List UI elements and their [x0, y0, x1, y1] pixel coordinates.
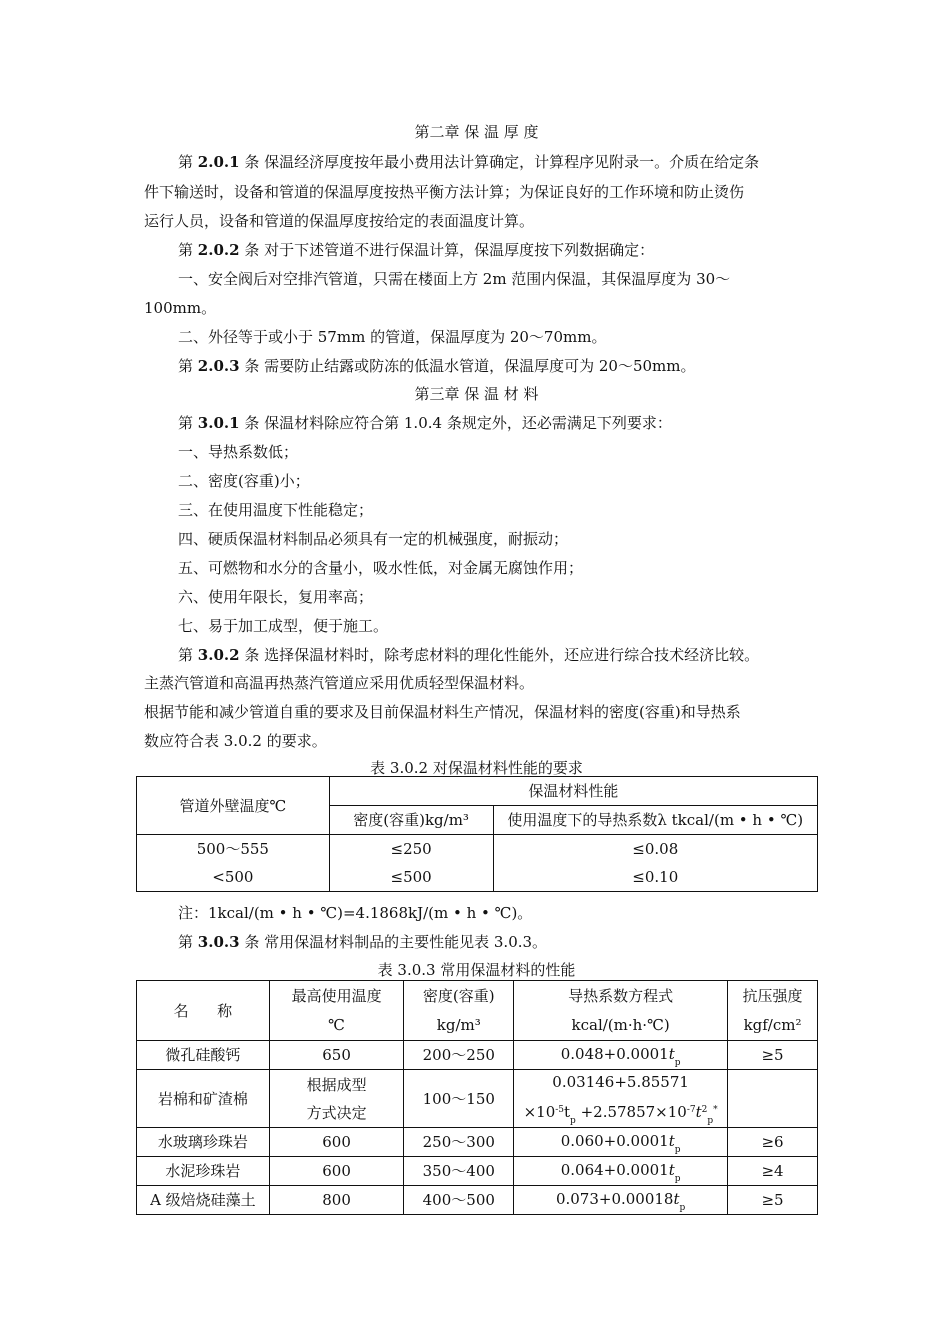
header-pipe-wall-temp: 管道外壁温度℃ — [137, 777, 330, 835]
requirement-item: 一、导热系数低； — [178, 443, 299, 461]
requirement-item: 五、可燃物和水分的含量小，吸水性低，对金属无腐蚀作用； — [178, 559, 584, 577]
article-2-0-1-line3: 运行人员，设备和管道的保温厚度按给定的表面温度计算。 — [144, 212, 535, 230]
table-3-0-2 — [136, 776, 818, 892]
table-cell — [728, 1070, 818, 1128]
article-3-0-1: 第 3.0.1 条 保温材料除应符合第 1.0.4 条规定外，还必需满足下列要求： — [178, 414, 672, 432]
table-cell: 0.03146+5.85571 $\times 10^{-5}t_p +2.57857\times 10^{-7}t^2_p^*$ — [514, 1070, 728, 1128]
table-3-0-2-caption: 表 3.0.2 对保温材料性能的要求 — [370, 759, 583, 777]
table-cell: 水玻璃珍珠岩 — [137, 1128, 270, 1157]
header-conductivity: 使用温度下的导热系数λ tkcal/(m • h • ℃) — [493, 806, 818, 835]
header-density: 密度(容重)kg/m³ — [329, 806, 493, 835]
requirement-item: 二、密度(容重)小； — [178, 472, 310, 490]
article-2-0-3: 第 2.0.3 条 需要防止结露或防冻的低温水管道，保温厚度可为 20～50mm。 — [178, 357, 696, 375]
article-2-0-1: 第 2.0.1 条 保温经济厚度按年最小费用法计算确定，计算程序见附录一。介质在给定条 — [178, 153, 760, 171]
table-3-0-3-caption: 表 3.0.3 常用保温材料的性能 — [377, 961, 576, 979]
table-cell: A 级焙烧硅藻土 — [137, 1186, 270, 1215]
table-cell: 600 — [269, 1128, 404, 1157]
table-row — [137, 1157, 818, 1186]
requirement-item: 六、使用年限长，复用率高； — [178, 588, 374, 606]
article-2-0-2: 第 2.0.2 条 对于下述管道不进行保温计算，保温厚度按下列数据确定： — [178, 241, 655, 259]
table-cell: 200～250 — [404, 1041, 514, 1070]
header-compressive-strength: 抗压强度 kgf/cm² — [728, 981, 818, 1041]
article-2-0-2-item-1: 一、安全阀后对空排汽管道，只需在楼面上方 2m 范围内保温，其保温厚度为 30～ — [178, 270, 731, 288]
article-3-0-2-line4: 数应符合表 3.0.2 的要求。 — [144, 732, 327, 750]
article-3-0-2-line3: 根据节能和减少管道自重的要求及目前保温材料生产情况，保温材料的密度(容重)和导热系 — [144, 703, 741, 721]
table-row — [137, 1070, 818, 1128]
article-2-0-2-item-2: 二、外径等于或小于 57mm 的管道，保温厚度为 20～70mm。 — [178, 328, 607, 346]
table-cell: <500 — [137, 864, 330, 892]
header-conductivity-equation: 导热系数方程式 kcal/(m·h·℃) — [514, 981, 728, 1041]
header-material-performance: 保温材料性能 — [329, 777, 817, 806]
header-max-temp: 最高使用温度 ℃ — [269, 981, 404, 1041]
table-cell: ≥4 — [728, 1157, 818, 1186]
table-cell: 600 — [269, 1157, 404, 1186]
table-cell: 水泥珍珠岩 — [137, 1157, 270, 1186]
table-cell: ≥5 — [728, 1186, 818, 1215]
table-row — [137, 1128, 818, 1157]
table-cell: $0.060+0.0001t_p$ — [514, 1128, 728, 1157]
article-2-0-1-line2: 件下输送时，设备和管道的保温厚度按热平衡方法计算；为保证良好的工作环境和防止烫伤 — [144, 183, 745, 201]
table-cell: 微孔硅酸钙 — [137, 1041, 270, 1070]
table-cell: ≥5 — [728, 1041, 818, 1070]
article-3-0-2: 第 3.0.2 条 选择保温材料时，除考虑材料的理化性能外，还应进行综合技术经济比较。 — [178, 646, 760, 664]
table-cell: 100～150 — [404, 1070, 514, 1128]
table-cell: 650 — [269, 1041, 404, 1070]
chapter-2-title: 第二章 保 温 厚 度 — [414, 123, 539, 141]
table-cell: ≤500 — [329, 864, 493, 892]
chapter-3-title: 第三章 保 温 材 料 — [414, 385, 539, 403]
table-cell: $0.064+0.0001t_p$ — [514, 1157, 728, 1186]
requirement-item: 七、易于加工成型，便于施工。 — [178, 617, 389, 635]
table-note: 注：1kcal/(m • h • ℃)=4.1868kJ/(m • h • ℃)。 — [178, 904, 533, 922]
table-cell: ≥6 — [728, 1128, 818, 1157]
table-cell: $0.073+0.00018t_p$ — [514, 1186, 728, 1215]
table-cell: 800 — [269, 1186, 404, 1215]
table-cell: ≤0.10 — [493, 864, 818, 892]
header-density: 密度(容重) kg/m³ — [404, 981, 514, 1041]
article-3-0-2-line2: 主蒸汽管道和高温再热蒸汽管道应采用优质轻型保温材料。 — [144, 674, 535, 692]
article-2-0-2-item-1-cont: 100mm。 — [144, 299, 217, 317]
table-3-0-3 — [136, 980, 818, 1215]
table-cell: 根据成型 方式决定 — [269, 1070, 404, 1128]
requirement-item: 四、硬质保温材料制品必须具有一定的机械强度，耐振动； — [178, 530, 569, 548]
table-row — [137, 1041, 818, 1070]
table-cell: ≤0.08 — [493, 835, 818, 864]
table-cell: 岩棉和矿渣棉 — [137, 1070, 270, 1128]
table-cell: 350～400 — [404, 1157, 514, 1186]
requirement-item: 三、在使用温度下性能稳定； — [178, 501, 374, 519]
article-3-0-3: 第 3.0.3 条 常用保温材料制品的主要性能见表 3.0.3。 — [178, 933, 548, 951]
table-cell: 250～300 — [404, 1128, 514, 1157]
table-cell: $0.048+0.0001t_p$ — [514, 1041, 728, 1070]
table-cell: ≤250 — [329, 835, 493, 864]
table-row — [137, 1186, 818, 1215]
header-name: 名 称 — [137, 981, 270, 1041]
table-cell: 400～500 — [404, 1186, 514, 1215]
table-cell: 500～555 — [137, 835, 330, 864]
